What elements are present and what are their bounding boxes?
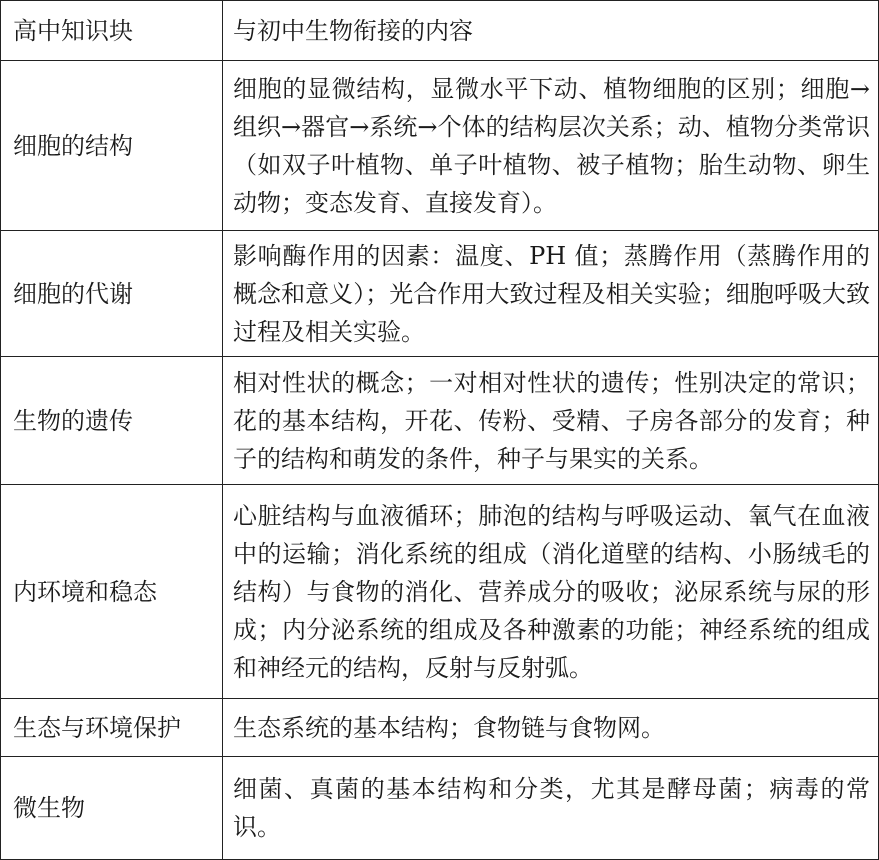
table-row bbox=[1, 357, 879, 485]
topic-cell: 内环境和稳态 bbox=[1, 485, 223, 699]
topic-cell: 细胞的结构 bbox=[1, 61, 223, 231]
content-cell: 生态系统的基本结构；食物链与食物网。 bbox=[223, 699, 879, 757]
topic-cell: 生物的遗传 bbox=[1, 357, 223, 485]
table-row bbox=[1, 699, 879, 757]
header-topic-cell: 高中知识块 bbox=[1, 1, 223, 61]
table-row bbox=[1, 61, 879, 231]
content-cell: 细胞的显微结构，显微水平下动、植物细胞的区别；细胞→组织→器官→系统→个体的结构层次关系；动、植物分类常识（如双子叶植物、单子叶植物、被子植物；胎生动物、卵生动物；变态发育、直接发育）。 bbox=[223, 61, 879, 231]
table-header-row bbox=[1, 1, 879, 61]
topic-cell: 微生物 bbox=[1, 757, 223, 860]
content-cell: 相对性状的概念；一对相对性状的遗传；性别决定的常识；花的基本结构，开花、传粉、受精、子房各部分的发育；种子的结构和萌发的条件，种子与果实的关系。 bbox=[223, 357, 879, 485]
content-cell: 细菌、真菌的基本结构和分类，尤其是酵母菌；病毒的常识。 bbox=[223, 757, 879, 860]
table-row bbox=[1, 485, 879, 699]
topic-cell: 细胞的代谢 bbox=[1, 231, 223, 357]
content-cell: 心脏结构与血液循环；肺泡的结构与呼吸运动、氧气在血液中的运输；消化系统的组成（消化道壁的结构、小肠绒毛的结构）与食物的消化、营养成分的吸收；泌尿系统与尿的形成；内分泌系统的组成及各种激素的功能；神经系统的组成和神经元的结构，反射与反射弧。 bbox=[223, 485, 879, 699]
header-content-cell: 与初中生物衔接的内容 bbox=[223, 1, 879, 61]
table-row bbox=[1, 757, 879, 860]
table-row bbox=[1, 231, 879, 357]
topic-cell: 生态与环境保护 bbox=[1, 699, 223, 757]
content-cell: 影响酶作用的因素：温度、PH 值；蒸腾作用（蒸腾作用的概念和意义）；光合作用大致过程及相关实验；细胞呼吸大致过程及相关实验。 bbox=[223, 231, 879, 357]
